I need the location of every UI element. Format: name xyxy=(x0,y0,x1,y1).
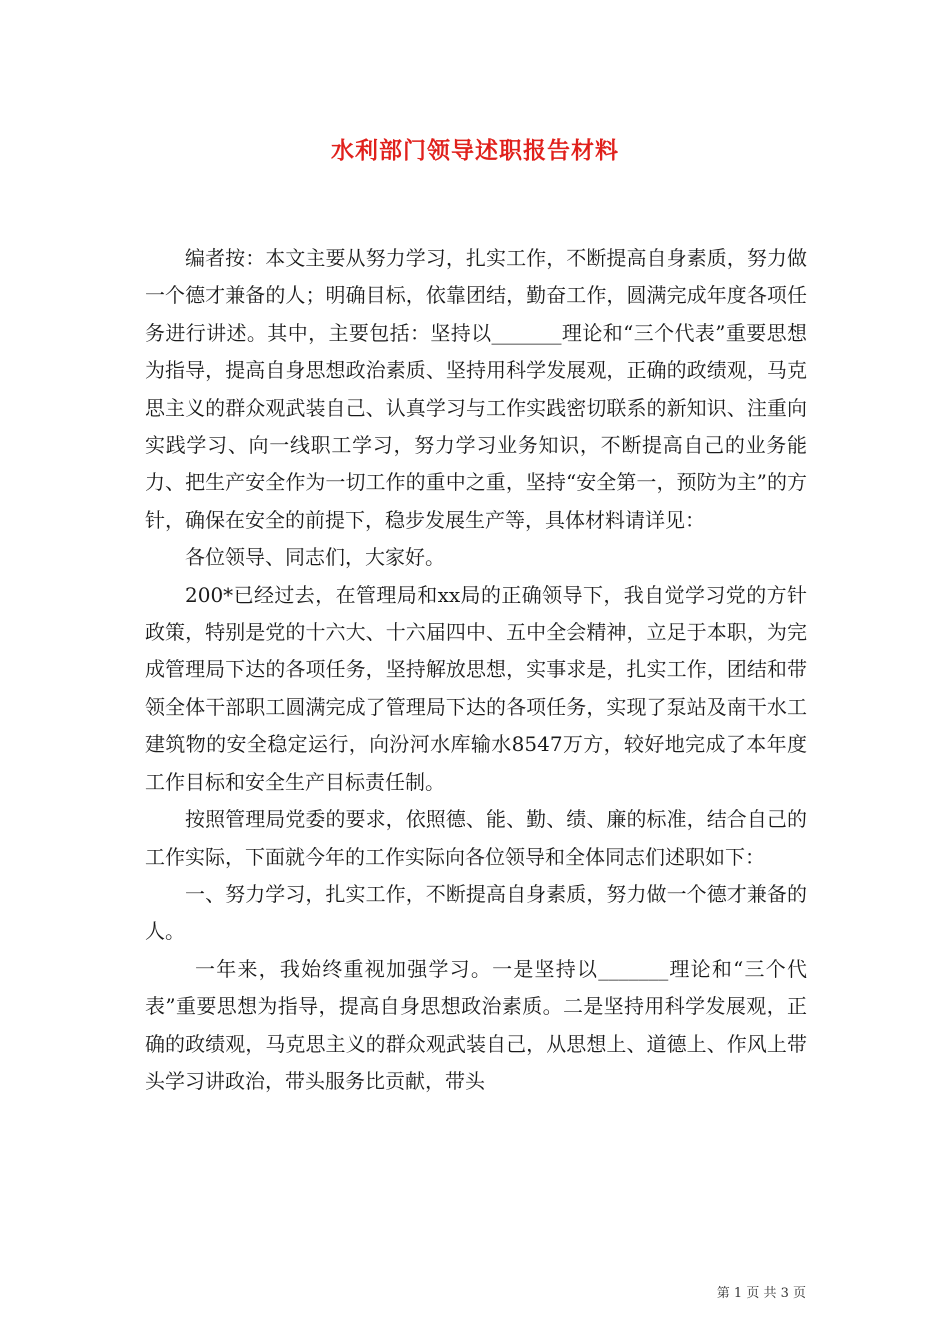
body-paragraph: 一年来，我始终重视加强学习。一是坚持以_______理论和“三个代表”重要思想为指导，提高自身思想政治素质。二是坚持用科学发展观，正确的政绩观，马克思主义的群众观武装自己，从思想上、道德上、作风上带头学习讲政治，带头服务比贡献，带头 xyxy=(145,956,807,1093)
body-paragraph: 按照管理局党委的要求，依照德、能、勤、绩、廉的标准，结合自己的工作实际，下面就今年的工作实际向各位领导和全体同志们述职如下： xyxy=(145,807,807,869)
section-heading-paragraph: 一、努力学习，扎实工作，不断提高自身素质，努力做一个德才兼备的人。 xyxy=(145,881,807,944)
greeting-paragraph: 各位领导、同志们，大家好。 xyxy=(185,545,445,570)
document-title: 水利部门领导述职报告材料 xyxy=(331,137,619,164)
page-number: 第 1 页 共 3 页 xyxy=(716,1286,806,1301)
editor-note-paragraph: 编者按：本文主要从努力学习，扎实工作，不断提高自身素质，努力做一个德才兼备的人；明确目标，依靠团结，勤奋工作，圆满完成年度各项任务进行讲述。其中，主要包括：坚持以_______理论和“三个代表”重要思想为指导，提高自身思想政治素质、坚持用科学发展观，正确的政绩观，马克思主义的群众观武装自己、认真学习与工作实践密切联系的新知识、注重向实践学习、向一线职工学习，努力学习业务知识，不断提高自己的业务能力、把生产安全作为一切工作的重中之重，坚持“安全第一，预防为主”的方针，确保在安全的前提下，稳步发展生产等，具体材料请详见： xyxy=(145,246,807,532)
body-paragraph: 200*已经过去，在管理局和xx局的正确领导下，我自觉学习党的方针政策，特别是党的十六大、十六届四中、五中全会精神，立足于本职，为完成管理局下达的各项任务，坚持解放思想，实事求是，扎实工作，团结和带领全体干部职工圆满完成了管理局下达的各项任务，实现了泵站及南干水工建筑物的安全稳定运行，向汾河水库输水8547万方，较好地完成了本年度工作目标和安全生产目标责任制。 xyxy=(145,582,807,794)
document-body xyxy=(145,240,807,1100)
